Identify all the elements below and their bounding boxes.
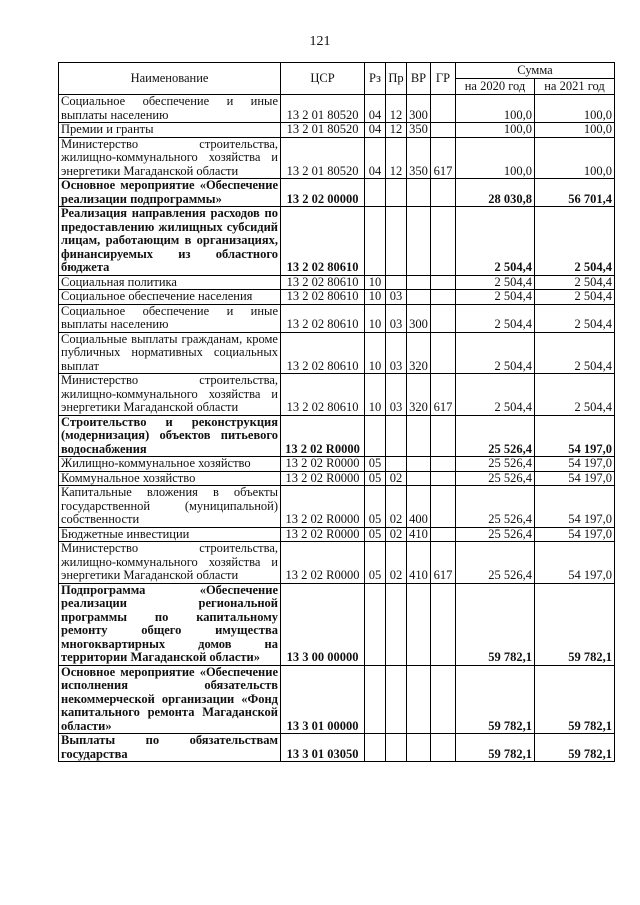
row-rz-cell: [365, 665, 386, 734]
row-sum-2020-cell: 59 782,1: [456, 583, 535, 665]
row-name-cell: Социальное обеспечение и иные выплаты населению: [59, 95, 281, 123]
row-sum-2020-cell: 25 526,4: [456, 527, 535, 542]
row-sum-2020-cell: 2 504,4: [456, 332, 535, 374]
row-name-cell: Министерство строительства, жилищно-коммунального хозяйства и энергетики Магаданской области: [59, 542, 281, 584]
row-pr-cell: 02: [386, 542, 407, 584]
row-gr-cell: [431, 486, 456, 528]
row-csr-cell: 13 2 02 R0000: [281, 486, 365, 528]
row-vr-cell: [407, 179, 431, 207]
row-pr-cell: [386, 734, 407, 762]
row-sum-2021-cell: 2 504,4: [535, 332, 615, 374]
row-rz-cell: 05: [365, 457, 386, 472]
header-year-2020: на 2020 год: [456, 79, 535, 95]
row-vr-cell: 320: [407, 374, 431, 416]
row-sum-2020-cell: 2 504,4: [456, 290, 535, 305]
row-gr-cell: [431, 332, 456, 374]
header-csr: ЦСР: [281, 63, 365, 95]
row-csr-cell: 13 3 01 03050: [281, 734, 365, 762]
row-gr-cell: [431, 415, 456, 457]
row-rz-cell: [365, 415, 386, 457]
row-gr-cell: [431, 665, 456, 734]
table-row: [59, 123, 615, 138]
row-sum-2021-cell: 2 504,4: [535, 304, 615, 332]
row-rz-cell: 10: [365, 304, 386, 332]
row-name-cell: Министерство строительства, жилищно-коммунального хозяйства и энергетики Магаданской области: [59, 137, 281, 179]
row-sum-2021-cell: 2 504,4: [535, 275, 615, 290]
row-name-cell: Премии и гранты: [59, 123, 281, 138]
row-rz-cell: 05: [365, 471, 386, 486]
row-sum-2020-cell: 25 526,4: [456, 471, 535, 486]
row-sum-2020-cell: 100,0: [456, 95, 535, 123]
row-sum-2020-cell: 2 504,4: [456, 304, 535, 332]
row-sum-2020-cell: 2 504,4: [456, 374, 535, 416]
row-name-cell: Выплаты по обязательствам государства: [59, 734, 281, 762]
row-sum-2020-cell: 25 526,4: [456, 457, 535, 472]
table-row: [59, 583, 615, 665]
row-rz-cell: 10: [365, 332, 386, 374]
row-sum-2020-cell: 28 030,8: [456, 179, 535, 207]
row-sum-2020-cell: 100,0: [456, 123, 535, 138]
row-pr-cell: [386, 179, 407, 207]
table-row: [59, 275, 615, 290]
table-row: [59, 542, 615, 584]
row-csr-cell: 13 2 02 80610: [281, 290, 365, 305]
row-pr-cell: 03: [386, 332, 407, 374]
row-name-cell: Капитальные вложения в объекты государственной (муниципальной) собственности: [59, 486, 281, 528]
row-gr-cell: [431, 527, 456, 542]
row-vr-cell: 300: [407, 95, 431, 123]
row-csr-cell: 13 2 02 R0000: [281, 527, 365, 542]
row-sum-2021-cell: 59 782,1: [535, 665, 615, 734]
row-pr-cell: [386, 583, 407, 665]
row-vr-cell: 350: [407, 137, 431, 179]
table-row: [59, 665, 615, 734]
row-name-cell: Подпрограмма «Обеспечение реализации региональной программы по капитальному ремонту общего имущества многоквартирных домов на территории Магаданской области»: [59, 583, 281, 665]
row-csr-cell: 13 2 02 80610: [281, 374, 365, 416]
row-csr-cell: 13 2 01 80520: [281, 95, 365, 123]
row-name-cell: Основное мероприятие «Обеспечение исполнения обязательств некоммерческой организации «Фонд капитального ремонта Магаданской области»: [59, 665, 281, 734]
row-gr-cell: [431, 290, 456, 305]
row-gr-cell: [431, 304, 456, 332]
row-csr-cell: 13 2 02 00000: [281, 179, 365, 207]
row-name-cell: Коммунальное хозяйство: [59, 471, 281, 486]
row-gr-cell: [431, 583, 456, 665]
row-rz-cell: 04: [365, 95, 386, 123]
row-rz-cell: 05: [365, 542, 386, 584]
row-sum-2021-cell: 100,0: [535, 95, 615, 123]
row-pr-cell: 12: [386, 95, 407, 123]
page-number: 121: [309, 34, 331, 49]
table-row: [59, 415, 615, 457]
header-pr: Пр: [386, 63, 407, 95]
table-row: [59, 374, 615, 416]
row-gr-cell: [431, 275, 456, 290]
row-name-cell: Строительство и реконструкция (модернизация) объектов питьевого водоснабжения: [59, 415, 281, 457]
row-name-cell: Министерство строительства, жилищно-коммунального хозяйства и энергетики Магаданской области: [59, 374, 281, 416]
table-row: [59, 457, 615, 472]
row-pr-cell: [386, 415, 407, 457]
row-vr-cell: 300: [407, 304, 431, 332]
table-row: [59, 290, 615, 305]
row-sum-2021-cell: 100,0: [535, 123, 615, 138]
row-name-cell: Социальное обеспечение населения: [59, 290, 281, 305]
table-row: [59, 179, 615, 207]
table-row: [59, 332, 615, 374]
row-sum-2021-cell: 59 782,1: [535, 583, 615, 665]
row-name-cell: Социальная политика: [59, 275, 281, 290]
row-csr-cell: 13 2 02 80610: [281, 207, 365, 276]
row-csr-cell: 13 2 02 80610: [281, 332, 365, 374]
row-pr-cell: 02: [386, 527, 407, 542]
row-gr-cell: [431, 734, 456, 762]
row-gr-cell: [431, 123, 456, 138]
row-sum-2021-cell: 54 197,0: [535, 486, 615, 528]
row-vr-cell: [407, 665, 431, 734]
row-rz-cell: [365, 583, 386, 665]
row-gr-cell: [431, 457, 456, 472]
row-gr-cell: [431, 95, 456, 123]
row-sum-2020-cell: 2 504,4: [456, 275, 535, 290]
row-sum-2020-cell: 25 526,4: [456, 486, 535, 528]
row-rz-cell: 05: [365, 486, 386, 528]
row-csr-cell: 13 2 02 R0000: [281, 542, 365, 584]
header-rz: Рз: [365, 63, 386, 95]
row-rz-cell: 04: [365, 123, 386, 138]
row-pr-cell: 03: [386, 304, 407, 332]
row-vr-cell: [407, 290, 431, 305]
row-pr-cell: [386, 207, 407, 276]
header-vr: ВР: [407, 63, 431, 95]
row-pr-cell: 12: [386, 137, 407, 179]
row-rz-cell: 10: [365, 374, 386, 416]
row-name-cell: Социальное обеспечение и иные выплаты населению: [59, 304, 281, 332]
row-rz-cell: 10: [365, 290, 386, 305]
row-pr-cell: 12: [386, 123, 407, 138]
row-sum-2021-cell: 54 197,0: [535, 527, 615, 542]
row-rz-cell: 05: [365, 527, 386, 542]
row-csr-cell: 13 2 02 R0000: [281, 415, 365, 457]
row-vr-cell: [407, 734, 431, 762]
row-sum-2020-cell: 25 526,4: [456, 415, 535, 457]
table-row: [59, 137, 615, 179]
row-sum-2021-cell: 59 782,1: [535, 734, 615, 762]
row-vr-cell: [407, 457, 431, 472]
row-sum-2021-cell: 2 504,4: [535, 290, 615, 305]
row-pr-cell: 02: [386, 486, 407, 528]
row-gr-cell: 617: [431, 374, 456, 416]
row-sum-2021-cell: 54 197,0: [535, 415, 615, 457]
row-name-cell: Социальные выплаты гражданам, кроме публичных нормативных социальных выплат: [59, 332, 281, 374]
table-row: [59, 527, 615, 542]
row-vr-cell: [407, 275, 431, 290]
row-sum-2021-cell: 54 197,0: [535, 542, 615, 584]
header-year-2021: на 2021 год: [535, 79, 615, 95]
row-csr-cell: 13 2 02 80610: [281, 275, 365, 290]
table-row: [59, 471, 615, 486]
row-rz-cell: 04: [365, 137, 386, 179]
row-sum-2021-cell: 2 504,4: [535, 374, 615, 416]
row-csr-cell: 13 3 00 00000: [281, 583, 365, 665]
row-sum-2020-cell: 100,0: [456, 137, 535, 179]
row-vr-cell: 410: [407, 527, 431, 542]
row-name-cell: Основное мероприятие «Обеспечение реализации подпрограммы»: [59, 179, 281, 207]
row-csr-cell: 13 2 02 R0000: [281, 471, 365, 486]
row-sum-2021-cell: 54 197,0: [535, 471, 615, 486]
row-csr-cell: 13 3 01 00000: [281, 665, 365, 734]
row-sum-2020-cell: 25 526,4: [456, 542, 535, 584]
row-gr-cell: [431, 179, 456, 207]
row-rz-cell: [365, 179, 386, 207]
row-name-cell: Бюджетные инвестиции: [59, 527, 281, 542]
row-sum-2021-cell: 2 504,4: [535, 207, 615, 276]
header-sum: Сумма: [456, 63, 615, 79]
row-pr-cell: 02: [386, 471, 407, 486]
row-sum-2021-cell: 56 701,4: [535, 179, 615, 207]
row-gr-cell: [431, 207, 456, 276]
row-gr-cell: 617: [431, 542, 456, 584]
row-sum-2020-cell: 59 782,1: [456, 734, 535, 762]
row-vr-cell: [407, 583, 431, 665]
header-name: Наименование: [59, 63, 281, 95]
row-name-cell: Реализация направления расходов по предоставлению жилищных субсидий лицам, работающим в организациях, финансируемых из областного бюджета: [59, 207, 281, 276]
row-vr-cell: 350: [407, 123, 431, 138]
row-csr-cell: 13 2 02 R0000: [281, 457, 365, 472]
row-vr-cell: [407, 415, 431, 457]
row-pr-cell: [386, 665, 407, 734]
table-row: [59, 304, 615, 332]
row-name-cell: Жилищно-коммунальное хозяйство: [59, 457, 281, 472]
row-rz-cell: 10: [365, 275, 386, 290]
row-csr-cell: 13 2 01 80520: [281, 123, 365, 138]
row-sum-2020-cell: 2 504,4: [456, 207, 535, 276]
row-rz-cell: [365, 734, 386, 762]
table-header: [59, 63, 615, 95]
table-row: [59, 734, 615, 762]
row-rz-cell: [365, 207, 386, 276]
row-sum-2020-cell: 59 782,1: [456, 665, 535, 734]
row-pr-cell: 03: [386, 290, 407, 305]
row-gr-cell: [431, 471, 456, 486]
row-pr-cell: [386, 457, 407, 472]
table-row: [59, 95, 615, 123]
row-vr-cell: 400: [407, 486, 431, 528]
row-vr-cell: 320: [407, 332, 431, 374]
header-gr: ГР: [431, 63, 456, 95]
row-sum-2021-cell: 54 197,0: [535, 457, 615, 472]
table-row: [59, 207, 615, 276]
budget-table: [58, 62, 615, 762]
row-pr-cell: 03: [386, 374, 407, 416]
row-vr-cell: [407, 471, 431, 486]
row-vr-cell: [407, 207, 431, 276]
row-csr-cell: 13 2 02 80610: [281, 304, 365, 332]
table-body: [59, 95, 615, 762]
row-sum-2021-cell: 100,0: [535, 137, 615, 179]
row-pr-cell: [386, 275, 407, 290]
row-gr-cell: 617: [431, 137, 456, 179]
table-row: [59, 486, 615, 528]
row-vr-cell: 410: [407, 542, 431, 584]
row-csr-cell: 13 2 01 80520: [281, 137, 365, 179]
